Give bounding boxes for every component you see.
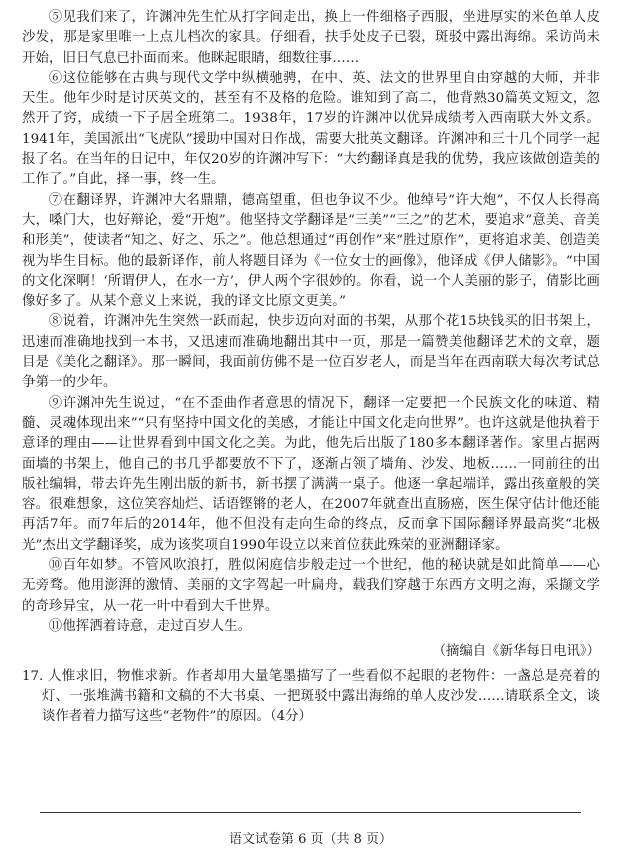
paragraph-8: ⑧说着，许渊冲先生突然一跃而起，快步迈向对面的书架，从那个花15块钱买的旧书架上，迅速而准确地找到一本书，又迅速而准确地翻出其中一页，那是一篇赞美他翻译艺术的文章，题目是《美化之翻译》。那一瞬间，我面前仿佛不是一位百岁老人，而是当年在西南联大每次考试总争第一的少年。 xyxy=(22,314,600,391)
paragraph-7: ⑦在翻译界，许渊冲大名鼎鼎，德高望重，但也争议不少。他绰号“许大炮”，不仅人长得高大，嗓门大，也好辩论，爱“开炮”。他坚持文学翻译是“三美”“三之”的艺术，要追求“意美、音美和形美”，使读者“知之、好之、乐之”。他总想通过“再创作”来“胜过原作”，更将追求美、创造美视为毕生目标。他的最新译作，前人将题目译为《一位女士的画像》，他译成《伊人储影》。“中国的文化深啊！‘所谓伊人，在水一方’，伊人两个字很妙的。你看，说一个人美丽的影子，倩影比画像好多了。从某个意义上来说，我的译文比原文更美。” xyxy=(22,192,600,310)
paragraph-6: ⑥这位能够在古典与现代文学中纵横驰骋，在中、英、法文的世界里自由穿越的大师，并非天生。他年少时是讨厌英文的，甚至有不及格的危险。谁知到了高二，他背熟30篇英文短文，忽然开了窍，成绩一下子居全班第二。1938年，17岁的许渊冲以优异成绩考入西南联大外文系。1941年，美国派出“飞虎队”援助中国对日作战，需要大批英文翻译。许渊冲和三十几个同学一起报了名。在当年的日记中，年仅20岁的许渊冲写下：“大约翻译真是我的优势，我应该做创造美的工作了。”自此，择一事，终一生。 xyxy=(22,70,600,188)
question-17: 17. 人惟求旧，物惟求新。作者却用大量笔墨描写了一些看似不起眼的老物件：一盏总是亮着的灯、一张堆满书籍和文稿的不大书桌、一把斑驳中露出海绵的单人皮沙发……请联系全文，谈谈作者着力描写这些“老物件”的原因。（4分） xyxy=(22,668,600,725)
paragraph-5: ⑤见我们来了，许渊冲先生忙从打字间走出，换上一件细格子西服，坐进厚实的米色单人皮沙发，那是家里唯一上点儿档次的家具。仔细看，扶手处皮子已裂，斑驳中露出海绵。采访尚未开始，旧日气息已扑面而来。他眯起眼睛，细数往事…… xyxy=(22,10,600,66)
paragraph-11: ⑪他挥洒着诗意，走过百岁人生。 xyxy=(48,618,252,634)
paragraph-9: ⑨许渊冲先生说过，“在不歪曲作者意思的情况下，翻译一定要把一个民族文化的味道、精髓、灵魂体现出来”“只有坚持中国文化的美感，才能让中国文化走向世界”。也许这就是他执着于意译的理由——让世界看到中国文化之美。为此，他先后出版了180多本翻译著作。家里占据两面墙的书架上，他自己的书几乎都要放不下了，逐渐占领了墙角、沙发、地板……一同前往的出版社编辑，带去许先生刚出版的新书，新书摆了满满一桌子。他逐一拿起端详，露出孩童般的笑容。很难想象，这位笑容灿烂、话语铿锵的老人，在2007年就查出直肠癌，医生保守估计他还能再活7年。而7年后的2014年，他不但没有走向生命的终点，反而拿下国际翻译界最高奖“北极光”杰出文学翻译奖，成为该奖项自1990年设立以来首位获此殊荣的亚洲翻译家。 xyxy=(22,395,600,553)
page-footer: 语文试卷第 6 页（共 8 页） xyxy=(228,832,393,847)
article-source: （摘编自《新华每日电讯》） xyxy=(432,644,600,660)
footer-divider xyxy=(40,812,581,813)
paragraph-10: ⑩百年如梦。不管风吹浪打，胜似闲庭信步般走过一个世纪，他的秘诀就是如此简单——心无旁骛。他用澎湃的激情、美丽的文字驾起一叶扁舟，载我们穿越于东西方文明之海，采撷文学的奇珍异宝，从一花一叶中看到大千世界。 xyxy=(22,558,600,614)
article-body xyxy=(22,8,600,727)
